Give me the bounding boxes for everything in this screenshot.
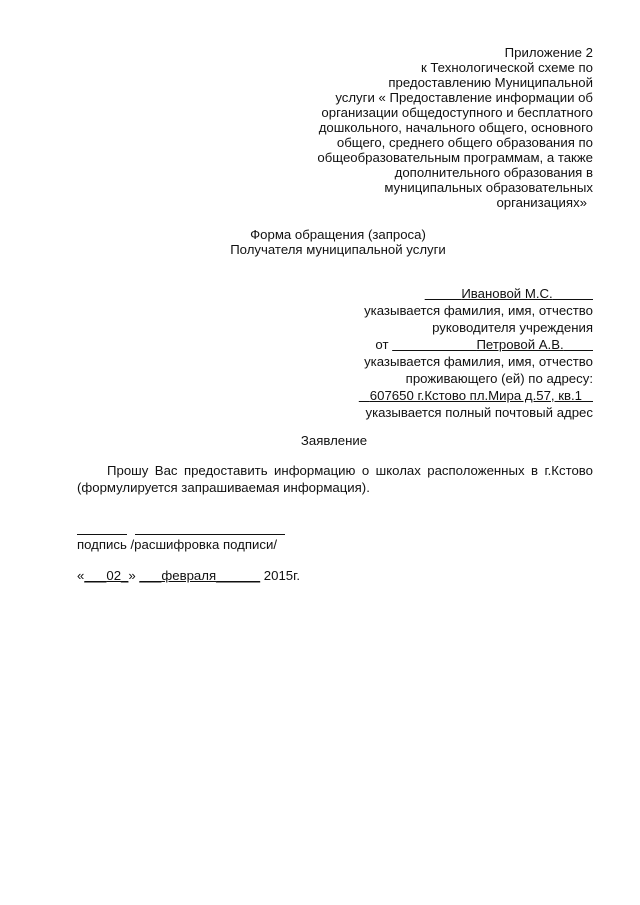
head-caption-2: руководителя учреждения — [432, 320, 593, 335]
appendix-line: Приложение 2 — [504, 45, 593, 60]
head-caption-1: указывается фамилия, имя, отчество — [364, 303, 593, 318]
appendix-line: дополнительного образования в — [394, 165, 593, 180]
head-name-value: Ивановой М.С. — [461, 286, 553, 301]
address-field — [359, 388, 593, 403]
applicant-caption-2: проживающего (ей) по адресу: — [405, 371, 593, 386]
applicant-name-value: Петровой А.В. — [476, 337, 564, 352]
signature-lines — [77, 520, 285, 535]
date-open-quote: « — [77, 568, 85, 583]
recipient-block — [273, 285, 593, 421]
applicant-name-field — [392, 337, 593, 352]
address-value: 607650 г.Кстово пл.Мира д.57, кв.1 — [369, 388, 582, 403]
date-day: 02 — [106, 568, 122, 583]
address-caption: указывается полный почтовый адрес — [365, 405, 593, 420]
appendix-line: муниципальных образовательных — [384, 180, 593, 195]
appendix-line: организациях» — [496, 195, 587, 210]
form-title-line-1: Форма обращения (запроса) — [250, 227, 426, 242]
head-name-row — [273, 285, 593, 302]
date-month-field: ___февраля______ — [139, 568, 261, 583]
signature-caption: подпись /расшифровка подписи/ — [77, 537, 277, 552]
appendix-line: общеобразовательным программам, а также — [317, 150, 593, 165]
head-name-field — [425, 286, 593, 301]
date-year: 2015г. — [263, 568, 300, 583]
applicant-name-row — [273, 336, 593, 353]
appendix-line: дошкольного, начального общего, основного — [318, 120, 593, 135]
statement-title: Заявление — [300, 433, 368, 448]
appendix-line: к Технологической схеме по — [420, 60, 593, 75]
applicant-caption-1: указывается фамилия, имя, отчество — [364, 354, 593, 369]
appendix-line: предоставлению Муниципальной — [388, 75, 593, 90]
date-close-quote: » — [128, 568, 136, 583]
date-month: февраля — [161, 568, 217, 583]
signature-blank — [77, 520, 127, 535]
date-day-field: ___02_ — [84, 568, 129, 583]
statement-body: Прошу Вас предоставить информацию о школах расположенных в г.Кстово (формулируется запрашиваемая информация). — [77, 463, 593, 495]
appendix-line: организации общедоступного и бесплатного — [321, 105, 593, 120]
from-label: от — [375, 337, 389, 352]
appendix-header — [293, 45, 593, 210]
date-line — [77, 568, 300, 583]
form-title-line-2: Получателя муниципальной услуги — [230, 242, 446, 257]
address-row — [273, 387, 593, 404]
appendix-line: услуги « Предоставление информации об — [335, 90, 593, 105]
appendix-line: общего, среднего общего образования по — [336, 135, 593, 150]
signature-decode-blank — [135, 520, 285, 535]
form-title — [0, 227, 640, 257]
